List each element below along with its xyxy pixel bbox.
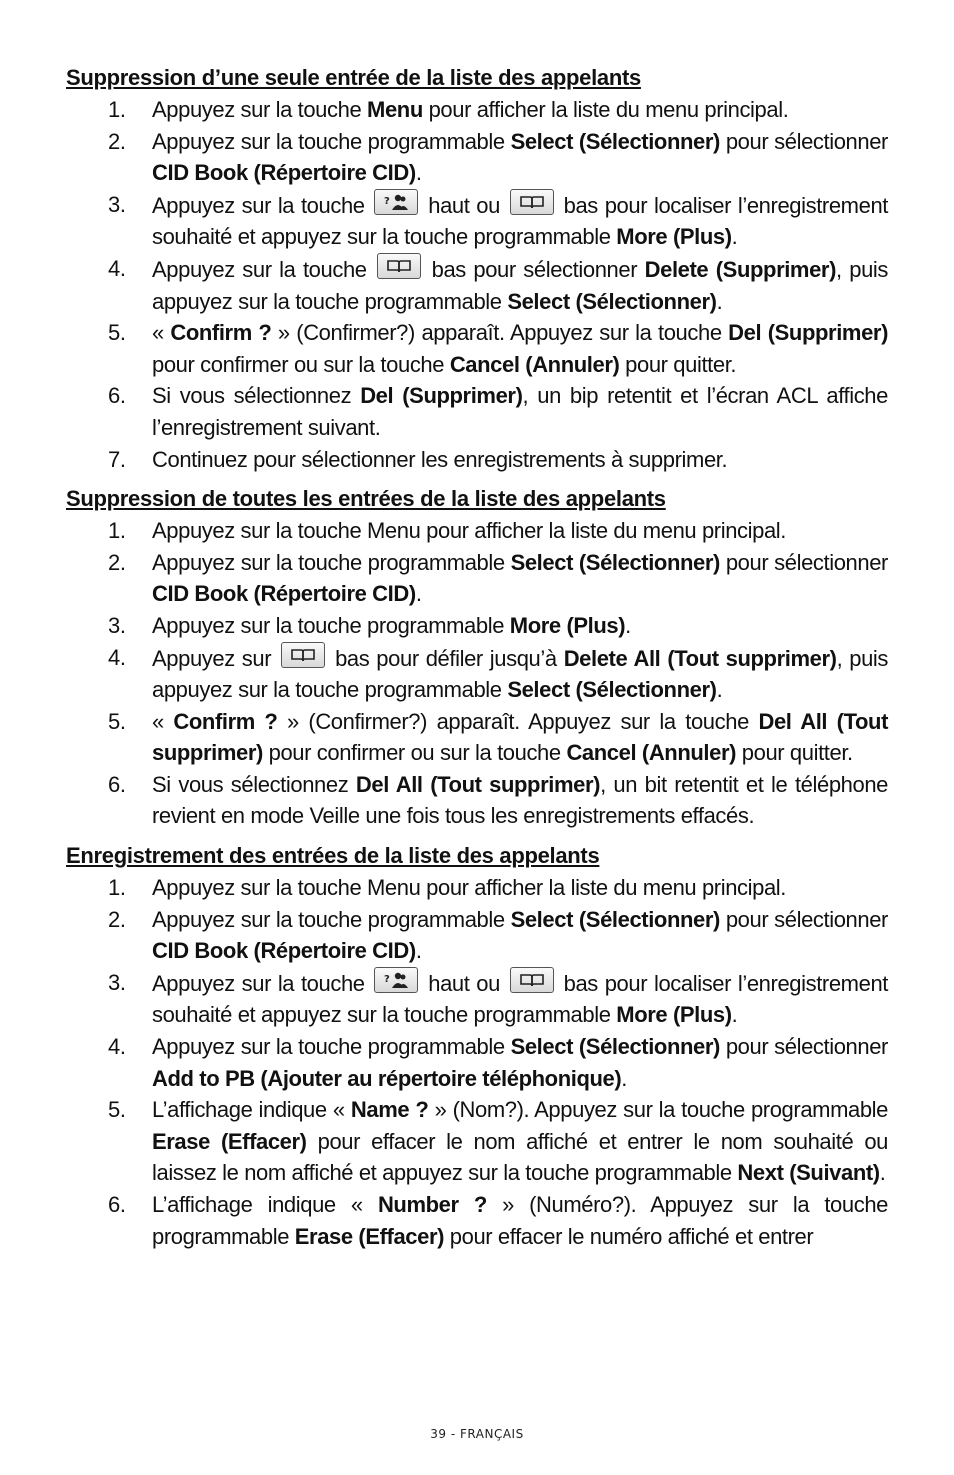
step-text: pour quitter. [736,740,853,766]
step-number: 5. [108,1097,126,1123]
step-item [66,1189,888,1252]
step-number: 4. [108,255,126,281]
step-text: pour sélectionner [719,549,888,575]
bold-term: More (Plus) [616,224,732,250]
step-item [66,444,888,476]
step-item [66,967,888,1031]
bold-term: Del All (Tout supprimer) [152,708,888,766]
bold-term: Del All (Tout supprimer) [355,771,601,797]
up-icon [374,967,418,993]
step-number: 6. [108,771,126,797]
step-text: . [415,160,422,186]
step-item [66,1094,888,1189]
bold-term: Erase (Effacer) [152,1128,307,1154]
down-icon [510,189,554,215]
step-item [66,769,888,832]
step-text: L’affichage indique « [152,1097,351,1123]
step-number: 1. [108,875,126,901]
step-text: pour effacer le nom affiché et entrer le nom souhaité ou laissez le nom affiché et appuyez sur la touche programmable [152,1128,888,1186]
step-text: » (Numéro?). Appuyez sur la touche programmable [152,1192,888,1249]
step-item [66,610,888,642]
step-number: 1. [108,518,126,544]
step-text: bas pour sélectionner [424,256,645,282]
bold-term: Add to PB (Ajouter au répertoire téléphonique) [152,1065,622,1091]
step-item [66,547,888,610]
bold-term: Name ? [350,1097,429,1123]
step-list [66,94,888,475]
bold-term: Select (Sélectionner) [510,906,720,932]
bold-term: Select (Sélectionner) [507,677,717,703]
step-number: 5. [108,708,126,734]
step-text: . [731,224,738,250]
bold-term: More (Plus) [509,612,626,638]
step-item [66,189,888,253]
step-list [66,872,888,1252]
step-item [66,515,888,547]
bold-term: Erase (Effacer) [294,1223,445,1249]
section-title: Suppression d’une seule entrée de la liste des appelants [66,65,641,90]
step-item [66,642,888,706]
step-item [66,1031,888,1094]
step-text: bas pour défiler jusqu’à [328,645,564,671]
step-text: Appuyez sur la touche Menu pour afficher la liste du menu principal. [152,518,786,544]
step-item [66,94,888,126]
step-item [66,904,888,967]
step-number: 3. [108,969,126,995]
up-icon [374,189,418,215]
bold-term: Confirm ? [173,708,278,734]
down-icon [281,642,325,668]
step-number: 3. [108,612,126,638]
step-text: pour confirmer ou sur la touche [152,351,450,377]
step-item [66,872,888,904]
step-text: Appuyez sur la touche [152,192,372,218]
step-text: « [152,708,174,734]
bold-term: Delete All (Tout supprimer) [563,645,837,671]
step-text: L’affichage indique « [152,1192,378,1217]
step-text: pour quitter. [619,351,737,377]
section-title: Enregistrement des entrées de la liste des appelants [66,843,600,869]
bold-term: Menu [367,97,423,122]
step-number: 7. [108,446,126,472]
step-text: . [415,938,422,964]
step-item [66,253,888,317]
step-text: Appuyez sur la touche [152,256,375,282]
down-icon [377,253,421,279]
step-text: bas pour localiser l’enregistrement souhaité et appuyez sur la touche programmable [152,970,888,1028]
step-text: Continuez pour sélectionner les enregistrements à supprimer. [152,446,728,472]
step-text: , un bit retentit et le téléphone revient en mode Veille une fois tous les enregistrements effacés. [152,771,888,829]
step-number: 2. [108,906,126,932]
page-footer: 39 - FRANÇAIS [430,1427,524,1441]
step-text: . [879,1160,886,1186]
step-text: » (Confirmer?) apparaît. Appuyez sur la touche [277,708,759,734]
step-text: pour effacer le numéro affiché et entrer [444,1223,814,1249]
step-number: 1. [108,97,126,122]
step-item [66,706,888,769]
step-number: 6. [108,383,126,409]
step-text: . [716,288,723,314]
step-text: Appuyez sur la touche programmable [152,906,511,932]
bold-term: More (Plus) [616,1002,732,1028]
step-text: Appuyez sur la touche [152,97,368,122]
step-number: 3. [108,191,126,217]
step-text: Si vous sélectionnez [152,771,356,797]
step-text: pour sélectionner [719,128,888,154]
bold-term: Select (Sélectionner) [507,288,717,314]
step-text: . [731,1002,738,1028]
step-text: , un bip retentit et l’écran ACL affiche l’enregistrement suivant. [152,383,888,440]
step-number: 5. [108,320,126,346]
bold-term: CID Book (Répertoire CID) [152,581,416,607]
svg-text:?: ? [384,195,390,207]
bold-term: Cancel (Annuler) [566,740,737,766]
step-text: Appuyez sur la touche [152,970,372,996]
step-text: . [415,581,422,607]
step-text: bas pour localiser l’enregistrement souhaité et appuyez sur la touche programmable [152,192,888,250]
step-text: . [625,612,631,638]
step-text: Appuyez sur [152,645,279,671]
step-text: Si vous sélectionnez [152,383,361,409]
bold-term: Del (Supprimer) [728,320,888,346]
step-text: pour afficher la liste du menu principal. [422,97,789,122]
step-text: « [152,320,171,346]
bold-term: Next (Suivant) [737,1160,880,1186]
bold-term: Select (Sélectionner) [510,1034,720,1060]
step-number: 2. [108,128,126,154]
step-text: » (Nom?). Appuyez sur la touche programmable [428,1097,888,1123]
step-text: Appuyez sur la touche programmable [152,128,511,154]
step-list [66,515,888,832]
svg-text:?: ? [384,973,390,985]
step-number: 2. [108,549,126,575]
bold-term: CID Book (Répertoire CID) [152,160,416,186]
step-text: Appuyez sur la touche Menu pour afficher la liste du menu principal. [152,875,786,901]
step-text: haut ou [421,192,507,218]
bold-term: Confirm ? [170,320,272,346]
bold-term: Select (Sélectionner) [510,549,720,575]
bold-term: Del (Supprimer) [360,383,523,409]
step-text: . [621,1065,628,1091]
step-number: 6. [108,1192,126,1217]
bold-term: Select (Sélectionner) [510,128,720,154]
step-item [66,317,888,380]
step-text: Appuyez sur la touche programmable [152,612,510,638]
step-text: haut ou [421,970,507,996]
step-text: pour sélectionner [719,906,888,932]
step-text: Appuyez sur la touche programmable [152,549,511,575]
step-text: pour confirmer ou sur la touche [262,740,567,766]
step-item [66,380,888,443]
step-text: pour sélectionner [719,1034,888,1060]
step-number: 4. [108,1034,126,1060]
step-item [66,126,888,189]
page-content [66,62,888,1260]
step-text: » (Confirmer?) apparaît. Appuyez sur la touche [271,320,729,346]
step-number: 4. [108,644,126,670]
step-text: . [716,677,723,703]
bold-term: Number ? [377,1192,487,1217]
step-text: Appuyez sur la touche programmable [152,1034,511,1060]
bold-term: Cancel (Annuler) [449,351,620,377]
step-text: , puis appuyez sur la touche programmable [152,256,888,314]
bold-term: CID Book (Répertoire CID) [152,938,416,964]
bold-term: Delete (Supprimer) [644,256,837,282]
down-icon [510,967,554,993]
section-title: Suppression de toutes les entrées de la liste des appelants [66,486,666,512]
step-text: , puis appuyez sur la touche programmable [152,645,888,703]
